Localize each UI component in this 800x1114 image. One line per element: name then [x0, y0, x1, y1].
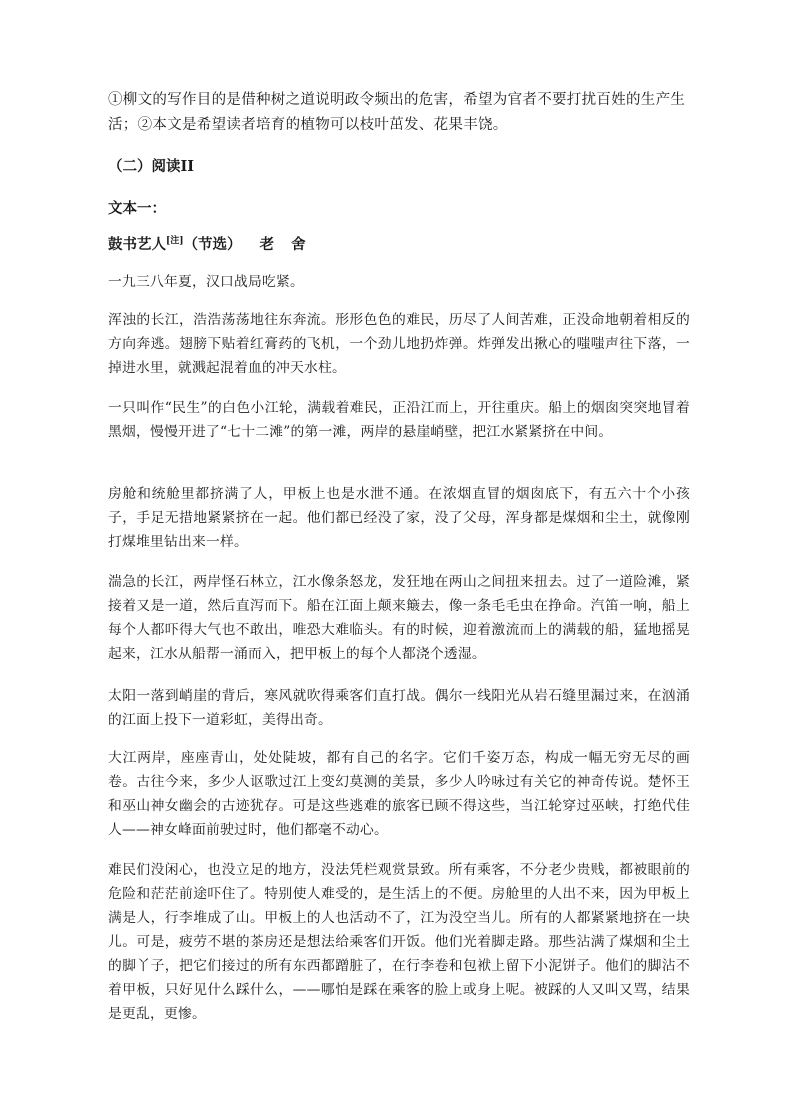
work-title — [108, 234, 312, 256]
section-heading: （二）阅读II — [108, 158, 195, 175]
paragraph-4: 房舱和统舱里都挤满了人，甲板上也是水泄不通。在浓烟直冒的烟囱底下，有五六十个小孩子，手足无措地紧紧挤在一起。他们都已经没了家，没了父母，浑身都是煤烟和尘土，就像刚打煤堆里钻出来一样。 — [108, 486, 690, 550]
paragraph-7: 大江两岸，座座青山，处处陡坡，都有自己的名字。它们千姿万态，构成一幅无穷无尽的画卷。古往今来，多少人讴歌过江上变幻莫测的美景，多少人吟咏过有关它的神奇传说。楚怀王和巫山神女幽会的古迹犹存。可是这些逃难的旅客已顾不得这些，当江轮穿过巫峡，打绝代佳人——神女峰面前驶过时，他们都毫不动心。 — [108, 750, 690, 838]
footnote-marker[interactable]: [注] — [166, 236, 184, 247]
work-subtitle: （节选） — [183, 236, 242, 253]
paragraph-2: 浑浊的长江，浩浩荡荡地往东奔流。形形色色的难民，历尽了人间苦难，正没命地朝着相反的方向奔逃。翅膀下贴着红膏药的飞机，一个劲儿地扔炸弹。炸弹发出揪心的嗤嗤声往下落，一掉进水里，就溅起混着血的冲天水柱。 — [108, 312, 690, 376]
paragraph-5: 湍急的长江，两岸怪石林立，江水像条怒龙，发狂地在两山之间扭来扭去。过了一道险滩，紧接着又是一道，然后直泻而下。船在江面上颠来簸去，像一条毛毛虫在挣命。汽笛一响，船上每个人都吓得大气也不敢出，唯恐大难临头。有的时候，迎着激流而上的满载的船，猛地摇晃起来，江水从船帮一涌而入，把甲板上的每个人都浇个透湿。 — [108, 574, 690, 662]
text-label: 文本一： — [108, 200, 166, 217]
intro-paragraph: ①柳文的写作目的是借种树之道说明政令频出的危害，希望为官者不要打扰百姓的生产生活；②本文是希望读者培育的植物可以枝叶茁发、花果丰饶。 — [108, 92, 686, 133]
paragraph-3: 一只叫作“民生”的白色小江轮，满载着难民，正沿江而上，开往重庆。船上的烟囱突突地冒着黑烟，慢慢开进了“七十二滩”的第一滩，两岸的悬崖峭壁，把江水紧紧挤在中间。 — [108, 400, 690, 440]
paragraph-6: 太阳一落到峭崖的背后，寒风就吹得乘客们直打战。偶尔一线阳光从岩石缝里漏过来，在汹涌的江面上投下一道彩虹，美得出奇。 — [108, 688, 690, 728]
paragraph-8: 难民们没闲心，也没立足的地方，没法凭栏观赏景致。所有乘客，不分老少贵贱，都被眼前的危险和茫茫前途吓住了。特别使人难受的，是生活上的不便。房舱里的人出不来，因为甲板上满是人，行李堆成了山。甲板上的人也活动不了，江为没空当儿。所有的人都紧紧地挤在一块儿。可是，疲劳不堪的茶房还是想法给乘客们开饭。他们光着脚走路。那些沾满了煤烟和尘土的脚丫子，把它们接过的所有东西都蹭脏了，在行李卷和包袱上留下小泥饼子。他们的脚沾不着甲板，只好见什么踩什么，——哪怕是踩在乘客的脸上或身上呢。被踩的人又叫又骂，结果是更乱，更惨。 — [108, 862, 690, 1022]
paragraph-1: 一九三八年夏，汉口战局吃紧。 — [108, 274, 304, 290]
author-name: 老 舍 — [259, 236, 312, 253]
work-title-text: 鼓书艺人 — [108, 236, 166, 253]
